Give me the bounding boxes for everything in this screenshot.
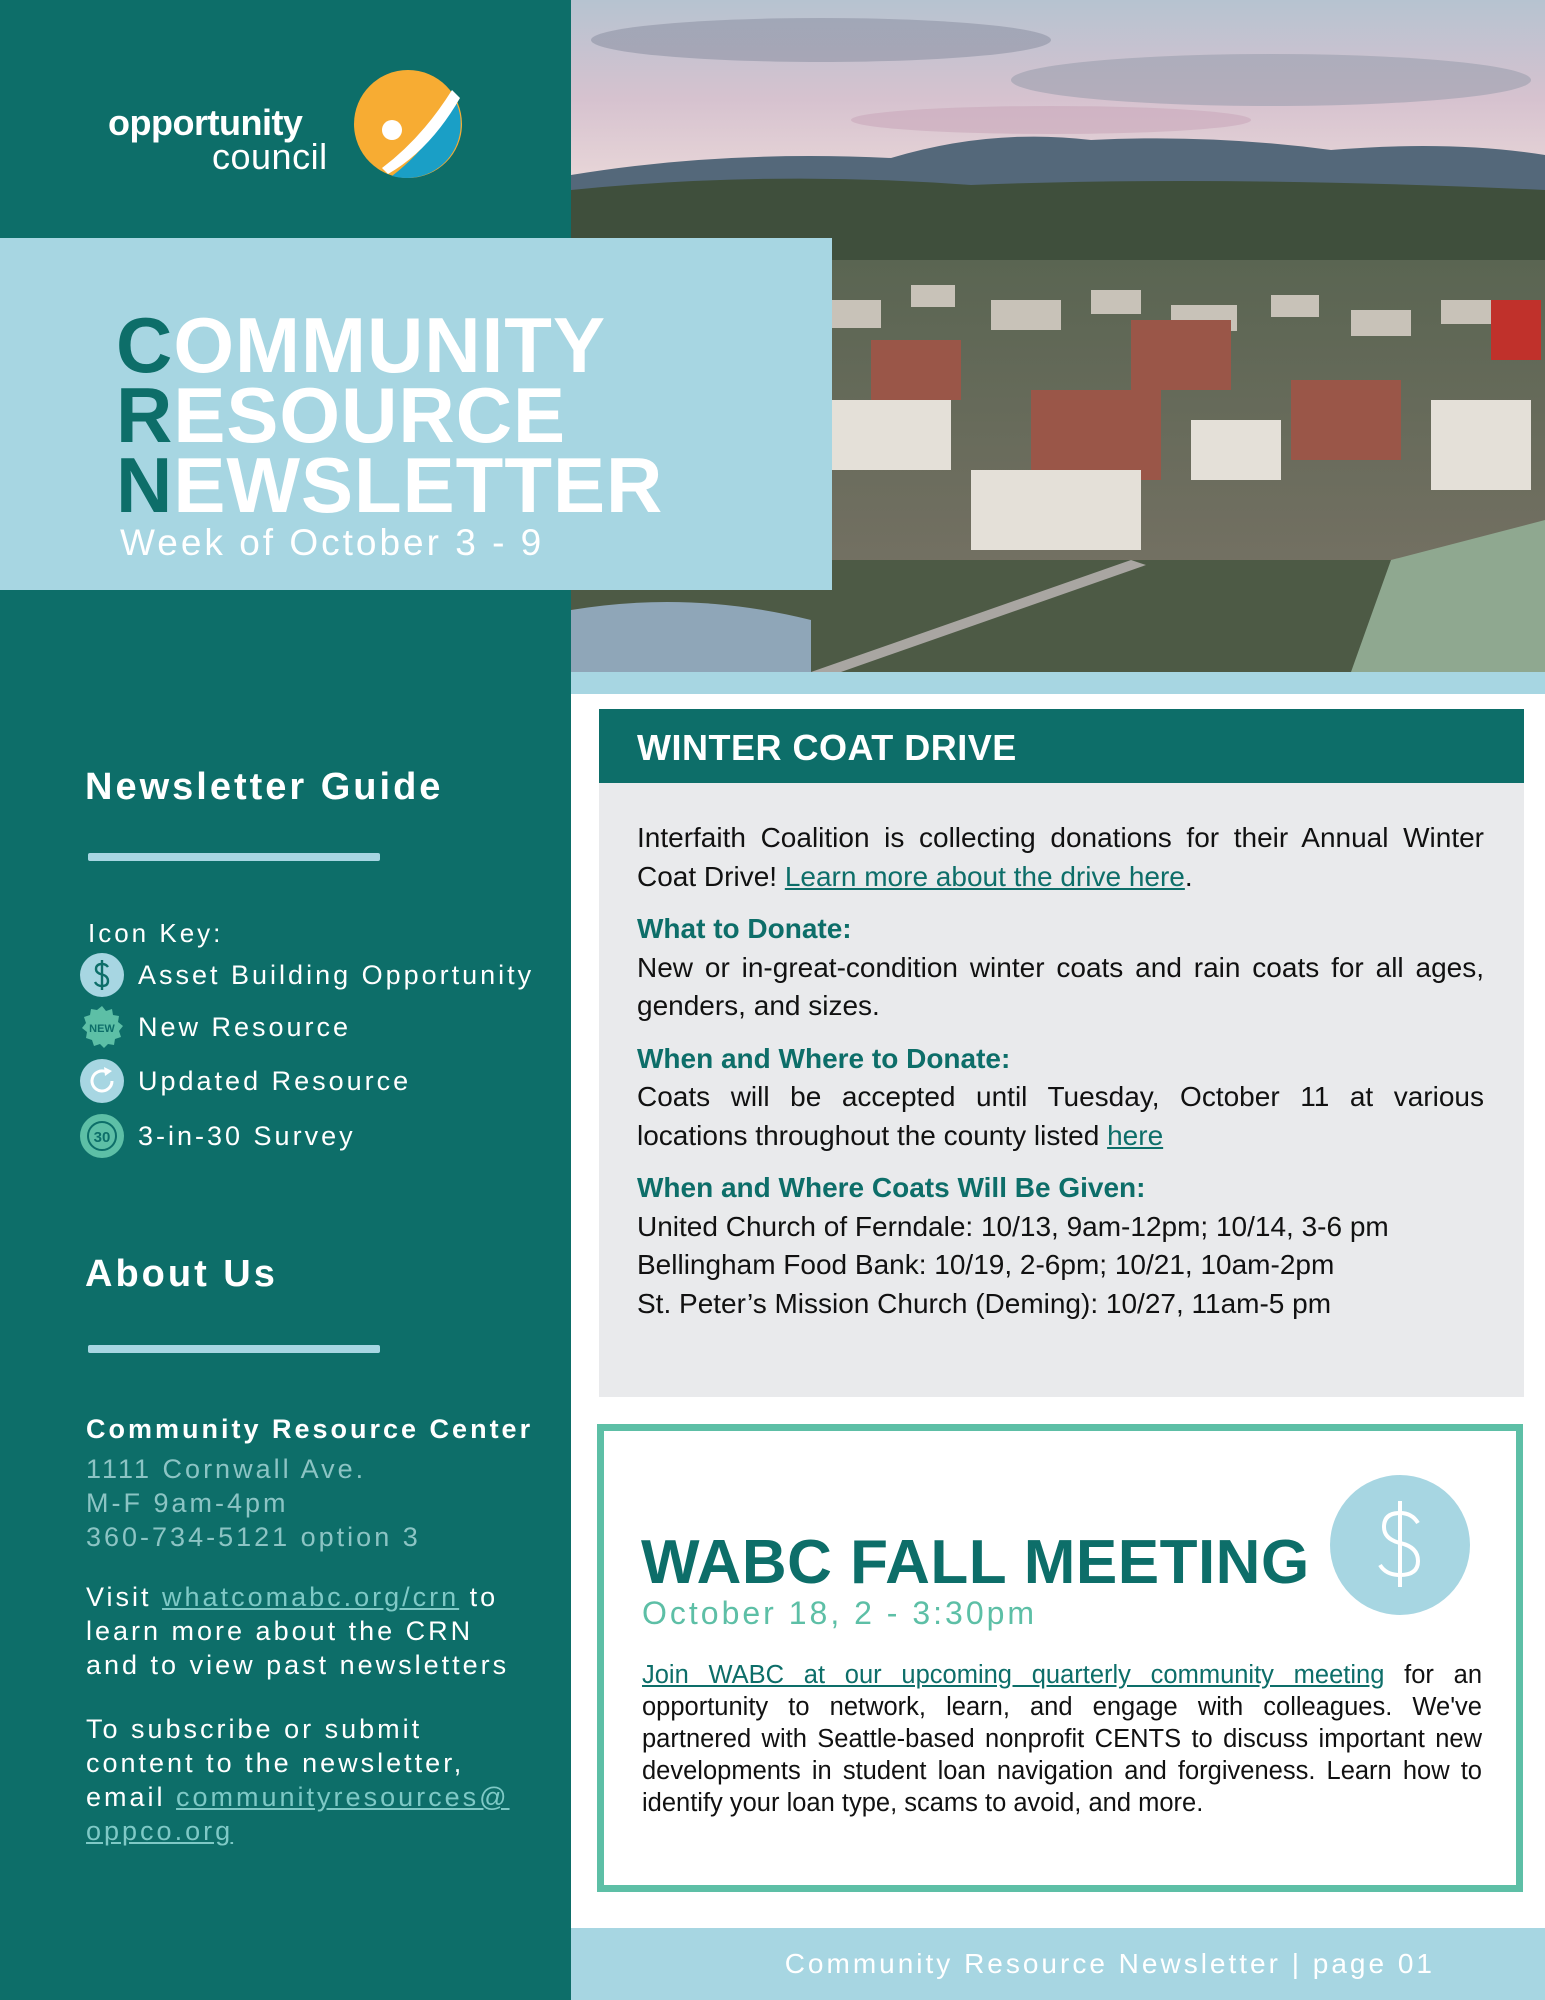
wabc-meeting-body [642,1659,1482,1819]
crc-phone: 360-734-5121 option 3 [86,1522,421,1552]
logo-word-opportunity: opportunity [108,102,303,143]
hero-accent-strip [571,672,1545,694]
about-divider [88,1345,380,1353]
logo-word-council: council [212,136,328,177]
icon-key-label-updated-resource: Updated Resource [138,1065,412,1096]
page-footer [571,1928,1545,2000]
title-initial-n: N [116,441,174,529]
when-where-donate-body: Coats will be accepted until Tuesday, October 11 at various locations throughout the county listed [637,1081,1484,1151]
subscribe-prefix: To subscribe or submit content to the newsletter, email [86,1714,465,1812]
crc-address: 1111 Cornwall Ave. [86,1454,367,1484]
refresh-icon [80,1059,124,1103]
coats-given-line: Bellingham Food Bank: 10/19, 2-6pm; 10/21, 10am-2pm [637,1249,1335,1280]
wabc-meeting-date: October 18, 2 - 3:30pm [642,1595,1038,1631]
title-initial-r: R [116,371,174,459]
new-badge-icon [80,1005,124,1049]
about-us-heading: About Us [85,1253,278,1295]
when-where-donate-text [637,1078,1484,1155]
donation-locations-link[interactable]: here [1107,1119,1164,1151]
coat-intro-text: Interfaith Coalition is collecting donations for their Annual Winter Coat Drive! [637,822,1484,892]
coats-given-heading: When and Where Coats Will Be Given: [637,1172,1146,1203]
footer-page-label: Community Resource Newsletter | page 01 [784,1948,1435,1979]
title-initial-c: C [116,301,174,389]
subscribe-email-link[interactable]: communityresources@ oppco.org [86,1782,510,1846]
what-to-donate-heading: What to Donate: [637,913,852,944]
subscribe-paragraph [86,1712,526,1848]
title-line-newsletter [116,441,664,529]
coats-given-line: St. Peter’s Mission Church (Deming): 10/27, 11am-5 pm [637,1287,1332,1319]
wabc-join-meeting-link[interactable]: Join WABC at our upcoming quarterly community meeting [642,1661,1385,1689]
crn-website-link[interactable]: whatcomabc.org/crn [162,1582,460,1612]
wabc-fall-meeting-card [597,1424,1523,1892]
opportunity-council-logo[interactable] [108,68,468,184]
icon-key-item-new-resource [80,1004,351,1050]
coat-drive-learn-more-link[interactable]: Learn more about the drive here [784,860,1185,892]
dollar-icon [1330,1475,1470,1615]
what-to-donate-text: New or in-great-condition winter coats and rain coats for all ages, genders, and sizes. [637,951,1484,1021]
newsletter-guide-heading: Newsletter Guide [85,766,444,808]
new-badge-text: NEW [89,1023,115,1035]
icon-key-label: Icon Key: [88,918,224,948]
coat-drive-body [637,819,1484,1323]
crc-title: Community Resource Center [86,1414,534,1444]
coat-drive-intro [637,819,1484,896]
icon-key-label-survey: 3-in-30 Survey [138,1120,356,1151]
title-rest-newsletter: EWSLETTER [173,441,664,529]
visit-suffix: to learn more about the CRN and to view past newsletters [86,1582,510,1680]
title-rest-community: OMMUNITY [173,301,606,389]
icon-key-label-asset-building: Asset Building Opportunity [138,959,535,990]
week-of-subtitle: Week of October 3 - 9 [120,522,545,563]
survey-3-in-30-icon [80,1114,124,1158]
survey-badge-text: 30 [93,1129,111,1146]
logo-emblem-icon [352,68,464,180]
guide-divider [88,853,380,861]
dollar-icon [80,953,124,997]
coat-drive-header [599,709,1524,783]
wabc-meeting-title: WABC FALL MEETING [641,1528,1310,1597]
coats-given-line: United Church of Ferndale: 10/13, 9am-12pm; 10/14, 3-6 pm [637,1210,1389,1242]
masthead-title-band [0,238,832,590]
wabc-body-text: for an opportunity to network, learn, and engage with colleagues. We've partnered with Seattle-based nonprofit CENTS to discuss important new developments in student loan navigation and forgiveness. Learn how to identify your loan type, scams to avoid, and more. [642,1661,1483,1817]
coat-drive-title: WINTER COAT DRIVE [637,727,1017,768]
coat-intro-end: . [1184,860,1193,892]
visit-prefix: Visit [86,1582,163,1612]
icon-key-label-new-resource: New Resource [138,1011,352,1042]
when-where-donate-heading: When and Where to Donate: [637,1042,1011,1074]
crc-hours: M-F 9am-4pm [86,1488,289,1518]
winter-coat-drive-card [599,709,1524,1397]
title-rest-resource: ESOURCE [173,371,567,459]
icon-key-item-survey [80,1113,356,1159]
icon-key-item-asset-building [80,952,534,998]
visit-paragraph [86,1580,526,1682]
icon-key-item-updated-resource [80,1058,411,1104]
